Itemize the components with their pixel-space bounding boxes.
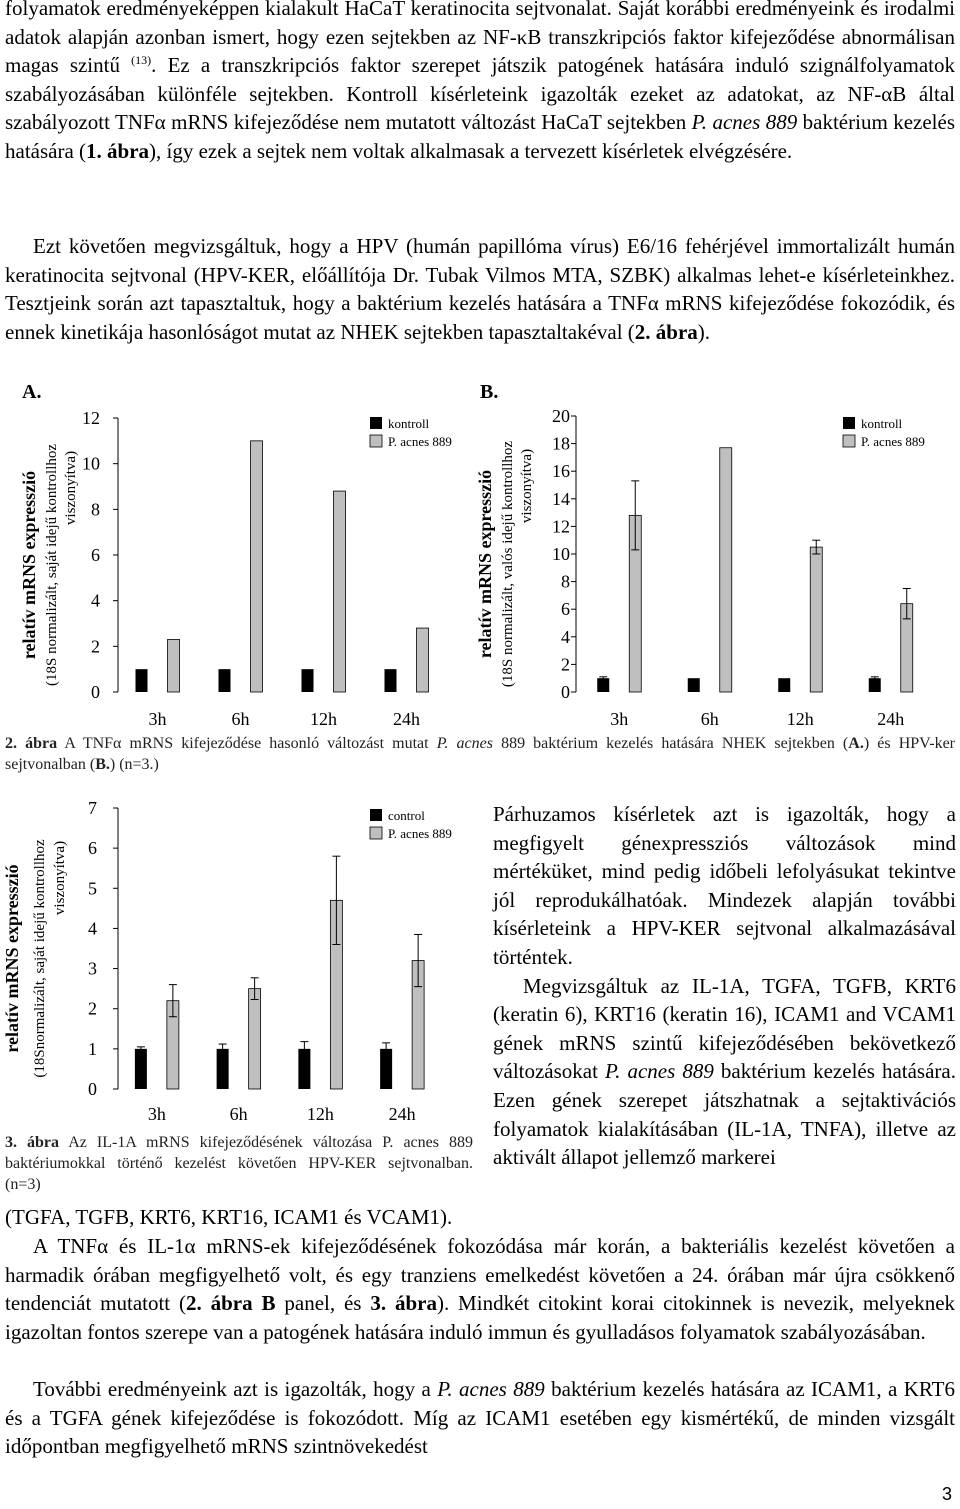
y-axis-sublabel: (18Snormalizált, saját idejű kontrollhoz [32,839,48,1078]
legend-label: P. acnes 889 [388,826,452,841]
bar-treated-6h [249,989,261,1089]
species-name: P. acnes 889 [691,110,798,135]
bar-control-3h [136,669,148,692]
bar-treated-6h [251,441,263,692]
y-tick-label: 0 [91,682,100,702]
text-run: baktérium kezelés hatására ( [5,110,955,163]
y-tick-label: 2 [88,998,97,1019]
legend-label: P. acnes 889 [388,434,452,449]
panel-letter-a: A. [22,381,42,403]
legend-swatch [370,435,382,447]
x-tick-label: 6h [231,709,250,729]
y-tick-label: 2 [561,654,570,675]
bar-control-6h [217,1049,229,1089]
paragraph-genes-continued [5,1203,955,1232]
figure-ref: 2. ábra [186,1291,253,1316]
legend-label: control [388,808,425,823]
text-run: baktérium kezelés hatására. Ezen gének szerepet játszhatnak a sejtaktivációs folyamatok kialakításában (IL-1A, TNFA), illetve az aktivált állapot jellemző markerei [493,1059,956,1170]
y-axis-label: relatív mRNS expresszió [19,470,39,660]
y-tick-label: 4 [88,918,97,939]
legend-swatch [370,809,382,821]
x-tick-label: 24h [388,1104,416,1124]
bar-control-3h [597,678,609,692]
paragraph-haCaT [5,0,955,166]
text-run: A TNFα és IL-1α mRNS-ek kifejeződésének fokozódása már korán, a bakteriális kezelést követően a harmadik órában megfigyelhető volt, és egy tranziens emelkedést követően a 24. órában már újra csökkenő tendenciát mutatott ( [5,1234,955,1316]
right-column-text [493,800,956,1172]
y-axis-label: relatív mRNS expresszió [2,864,22,1053]
bar-control-24h [869,678,881,692]
y-tick-label: 12 [552,516,570,537]
bar-treated-12h [334,491,346,692]
legend-label: kontroll [861,416,903,431]
y-tick-label: 4 [561,626,570,647]
y-tick-label: 6 [561,599,570,620]
bar-control-12h [778,678,790,692]
caption-text: A TNFα mRNS kifejeződése hasonló változást mutat [57,735,437,752]
caption-text: ) (n=3.) [109,756,159,773]
text-run: panel, és [275,1291,371,1316]
y-tick-label: 6 [88,838,97,859]
y-tick-label: 8 [561,571,570,592]
paragraph-cytokines [5,1232,955,1346]
caption-panel-ref: B. [95,756,110,773]
species-name: P. acnes [436,735,493,752]
legend-label: kontroll [388,416,430,431]
x-tick-label: 3h [147,1104,166,1124]
caption-label: 3. ábra [5,1134,60,1151]
text-run: További eredményeink azt is igazolták, hogy a [33,1377,438,1401]
bar-control-24h [385,669,397,692]
x-tick-label: 24h [877,709,905,729]
x-tick-label: 6h [700,709,719,729]
y-tick-label: 0 [88,1079,97,1099]
citation-ref: (13) [131,53,152,68]
y-tick-label: 10 [552,544,570,564]
panel-letter-b: B. [480,381,499,403]
bar-control-3h [135,1049,147,1089]
species-name: P. acnes 889 [437,1377,545,1401]
x-tick-label: 12h [786,709,814,729]
page-number: 3 [941,1484,952,1504]
x-tick-label: 3h [148,709,167,729]
x-tick-label: 12h [306,1104,334,1124]
text-run: baktérium kezelés hatására az ICAM1, a KRT6 és a TGFA gének kifejeződése is fokozódott. Míg az ICAM1 esetében egy kismértékű, de minden vizsgált időpontban megfigyelhető mRNS szintnövekedést [5,1377,955,1459]
x-tick-label: 12h [310,709,337,729]
paragraph-reproducibility: Párhuzamos kísérletek azt is igazolták, hogy a megfigyelt génexpressziós változások mind mértéküket, mind pedig időbeli lefolyásukat tekintve jól reprodukálhatóak. Mindezek alapján további kísérleteink a HPV-KER sejtvonal alkalmazásával történtek. [493,802,956,969]
y-tick-label: 2 [91,636,100,657]
y-axis-label: relatív mRNS expresszió [475,469,495,659]
y-tick-label: 10 [82,453,100,474]
bar-control-6h [219,669,231,692]
figure-ref: 1. ábra [86,138,150,163]
y-tick-label: 16 [552,461,570,482]
bar-treated-12h [810,547,822,692]
y-tick-label: 18 [552,433,570,454]
figure-ref: 2. ábra [634,319,698,344]
legend-swatch [843,435,855,447]
chart-figure-2b [475,400,960,735]
caption-panel-ref: A. [848,735,864,752]
caption-text: ) és HPV-ker sejtvonalban ( [5,735,955,773]
bar-treated-6h [720,448,732,692]
y-tick-label: 3 [88,958,97,979]
text-run: ). [697,319,711,344]
y-tick-label: 12 [82,408,100,428]
legend-label: P. acnes 889 [861,434,925,449]
bar-control-6h [688,678,700,692]
text-run: Megvizsgáltuk az IL-1A, TGFA, TGFB, KRT6 (keratin 6), KRT16 (keratin 16), ICAM1 and VCAM1 gének mRNS szintű kifejeződésében bekövetkező változásokat [493,973,956,1084]
y-tick-label: 6 [91,545,100,565]
figure-ref: 3. ábra [370,1291,437,1316]
y-axis-sublabel: viszonyítva) [63,450,79,526]
paragraph-genes [493,972,956,1172]
x-tick-label: 24h [393,709,420,729]
y-axis-sublabel: (18S normalizált, saját idejű kontrollhoz [44,443,60,687]
y-tick-label: 20 [552,406,570,426]
figure-2-caption [5,733,955,775]
x-tick-label: 6h [229,1104,248,1124]
bar-treated-24h [417,628,429,692]
y-tick-label: 1 [88,1038,97,1059]
y-tick-label: 14 [552,488,570,509]
text-run: ), így ezek a sejtek nem voltak alkalmasak a tervezett kísérletek elvégzésére. [149,138,793,163]
chart-figure-3 [0,790,480,1130]
bar-control-12h [302,669,314,692]
y-tick-label: 4 [91,590,100,611]
x-tick-label: 3h [610,709,629,729]
species-name: P. acnes 889 [605,1059,714,1084]
y-axis-sublabel: viszonyítva) [519,448,535,524]
paragraph-hpv-ker [5,232,955,346]
caption-text: 889 baktérium kezelés hatására NHEK sejtekben ( [492,735,849,752]
text-run: Ezt követően megvizsgáltuk, hogy a HPV (humán papillóma vírus) E6/16 fehérjével immortalizált humán keratinocita sejtvonal (HPV-KER, előállítója Dr. Tubak Vilmos MTA, SZBK) alkalmas lehet-e kísérleteinkhez. Tesztjeink során azt tapasztaltuk, hogy a baktérium kezelés hatására a TNFα mRNS kifejeződése fokozódik, és ennek kinetikája hasonlóságot mutat az NHEK sejtekben tapasztaltakéval ( [5,234,955,344]
paragraph-icam1 [5,1375,955,1461]
figure-3-caption [5,1132,473,1195]
text-run: (TGFA, TGFB, KRT6, KRT16, ICAM1 és VCAM1). [5,1205,453,1229]
legend-swatch [370,827,382,839]
text-run: folyamatok eredményeképpen kialakult HaCaT keratinocita sejtvonalat. Saját korábbi eredményeink és irodalmi adatok alapján azonban ismert, hogy ezen sejtekben az NF-κB transzkripciós faktor kifejeződése abnormálisan magas szintű [5,0,955,78]
y-tick-label: 7 [88,798,97,818]
text-run: ). Mindkét citokint korai citokinnek is nevezik, melyeknek igazoltan fontos szerepe van a patogének hatására induló immun és gyulladásos folyamatok szabályozásában. [5,1291,956,1344]
y-axis-sublabel: (18S normalizált, valós idejű kontrollhoz [500,440,516,688]
figure-panel-ref: B [261,1291,276,1316]
y-tick-label: 5 [88,878,97,899]
chart-figure-2a [0,400,480,735]
legend-swatch [370,417,382,429]
text-run: . Ez a transzkripciós faktor szerepet játszik patogének hatására induló szignálfolyamatok szabályozásában különféle sejtekben. Kontroll kísérleteink igazolták ezeket az adatokat, az NF-αB által szabályozott TNFα mRNS kifejeződése nem mutatott változást HaCaT sejtekben [5,53,955,135]
y-tick-label: 8 [91,499,100,520]
y-axis-sublabel: viszonyítva) [52,840,68,916]
bar-treated-3h [168,639,180,692]
caption-text: Az IL-1A mRNS kifejeződésének változása P. acnes 889 baktériumokkal történő kezelést követően HPV-KER sejtvonalban. (n=3) [5,1134,474,1193]
legend-swatch [843,417,855,429]
caption-label: 2. ábra [5,735,58,752]
y-tick-label: 0 [561,682,570,702]
